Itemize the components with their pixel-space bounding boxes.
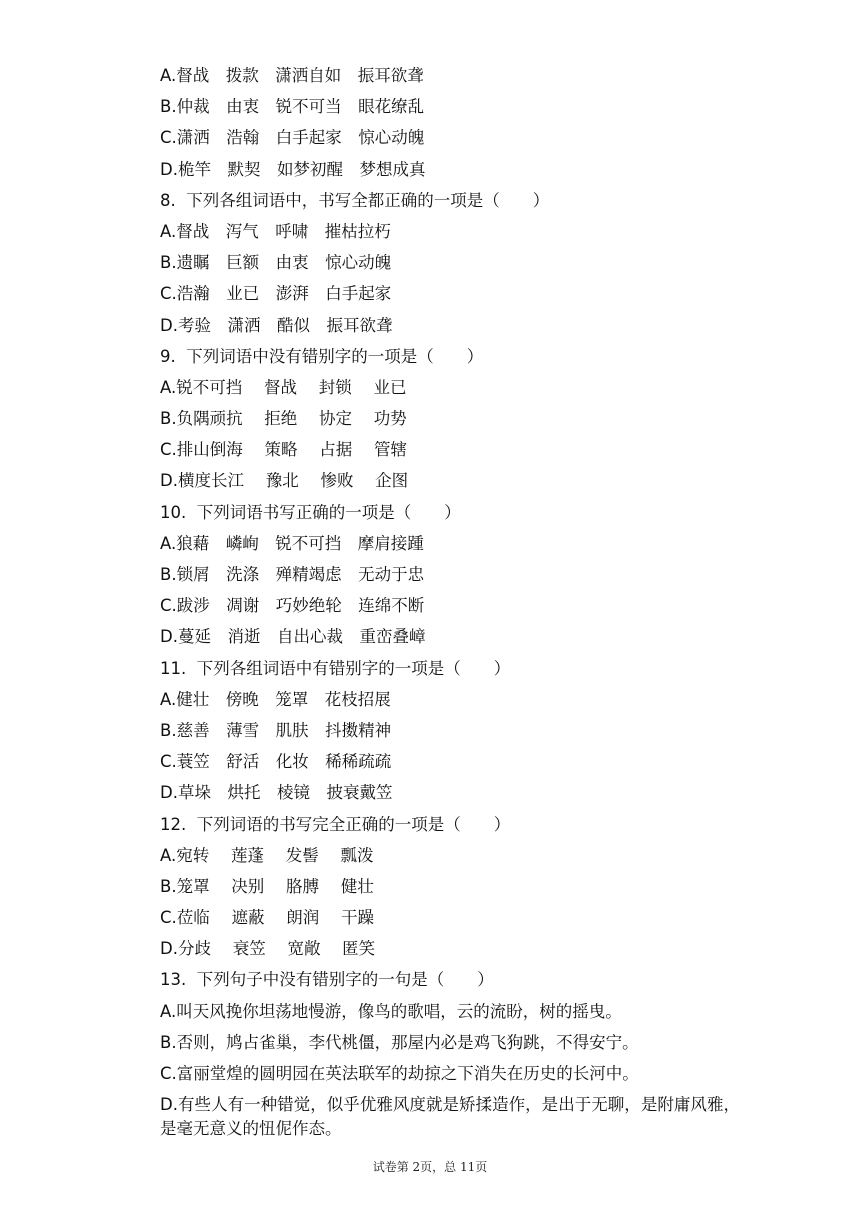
question-9 — [160, 341, 740, 497]
question-list — [160, 60, 740, 1141]
question-12-option-b: B.笼罩 决别 胳膊 健壮 — [160, 876, 374, 896]
question-10-option-a: A.狼藉 嶙峋 锐不可挡 摩肩接踵 — [160, 533, 424, 553]
question-11-stem: 11. 下列各组词语中有错别字的一项是（ ） — [160, 658, 511, 678]
question-10-option-d: D.蔓延 消逝 自出心裁 重峦叠嶂 — [160, 627, 426, 647]
question-10 — [160, 497, 740, 653]
question-7-option-c: C.潇洒 浩翰 白手起家 惊心动魄 — [160, 128, 425, 148]
question-12-option-d: D.分歧 衰笠 宽敞 匿笑 — [160, 939, 376, 959]
question-7-option-a: A.督战 拨款 潇洒自如 振耳欲聋 — [160, 66, 424, 85]
question-13-option-b: B.否则，鸠占雀巢，李代桃僵，那屋内必是鸡飞狗跳，不得安宁。 — [160, 1032, 639, 1052]
question-7-option-d: D.桅竿 默契 如梦初醒 梦想成真 — [160, 159, 426, 179]
question-8-option-c: C.浩瀚 业已 澎湃 白手起家 — [160, 284, 392, 304]
question-13 — [160, 964, 740, 1141]
question-13-option-c: C.富丽堂煌的圆明园在英法联军的劫掠之下消失在历史的长河中。 — [160, 1064, 639, 1083]
question-9-option-d: D.横度长江 豫北 惨败 企图 — [160, 471, 409, 491]
question-8 — [160, 185, 740, 341]
question-13-option-a: A.叫天风挽你坦荡地慢游，像鸟的歌唱，云的流盼，树的摇曳。 — [160, 1001, 622, 1021]
question-13-option-d: D.有些人有一种错觉，似乎优雅风度就是矫揉造作，是出于无聊，是附庸风雅，是毫无意义的忸伲作态。 — [160, 1095, 740, 1139]
question-10-stem: 10. 下列词语书写正确的一项是（ ） — [160, 502, 461, 522]
question-12-option-c: C.莅临 遮蔽 朗润 干躁 — [160, 908, 375, 928]
question-11 — [160, 653, 740, 809]
question-12-option-a: A.宛转 莲蓬 发髻 瓢泼 — [160, 845, 374, 865]
question-11-option-c: C.蓑笠 舒活 化妆 稀稀疏疏 — [160, 752, 392, 772]
question-9-stem: 9. 下列词语中没有错别字的一项是（ ） — [160, 346, 484, 366]
question-8-option-b: B.遗瞩 巨额 由衷 惊心动魄 — [160, 253, 392, 273]
question-7-options — [160, 60, 740, 185]
question-12 — [160, 809, 740, 965]
question-8-stem: 8. 下列各组词语中，书写全都正确的一项是（ ） — [160, 190, 550, 210]
question-12-stem: 12. 下列词语的书写完全正确的一项是（ ） — [160, 814, 511, 834]
question-11-option-b: B.慈善 薄雪 肌肤 抖擞精神 — [160, 720, 392, 740]
question-10-option-c: C.跋涉 凋谢 巧妙绝轮 连绵不断 — [160, 596, 425, 616]
question-11-option-d: D.草垛 烘托 棱镜 披衰戴笠 — [160, 783, 393, 803]
question-11-option-a: A.健壮 傍晚 笼罩 花枝招展 — [160, 689, 391, 709]
question-10-option-b: B.锁屑 洗涤 殚精竭虑 无动于忠 — [160, 565, 425, 584]
question-9-option-a: A.锐不可挡 督战 封锁 业已 — [160, 377, 407, 397]
question-13-stem: 13. 下列句子中没有错别字的一句是（ ） — [160, 970, 494, 990]
question-8-option-a: A.督战 泻气 呼啸 摧枯拉朽 — [160, 221, 391, 241]
question-9-option-b: B.负隅顽抗 拒绝 协定 功势 — [160, 409, 407, 429]
question-8-option-d: D.考验 潇洒 酷似 振耳欲聋 — [160, 315, 393, 335]
question-9-option-c: C.排山倒海 策略 占据 管辖 — [160, 440, 408, 460]
question-7-option-b: B.仲裁 由衷 锐不可当 眼花缭乱 — [160, 97, 425, 117]
page-footer: 试卷第 2页，总 11页 — [372, 1160, 488, 1174]
